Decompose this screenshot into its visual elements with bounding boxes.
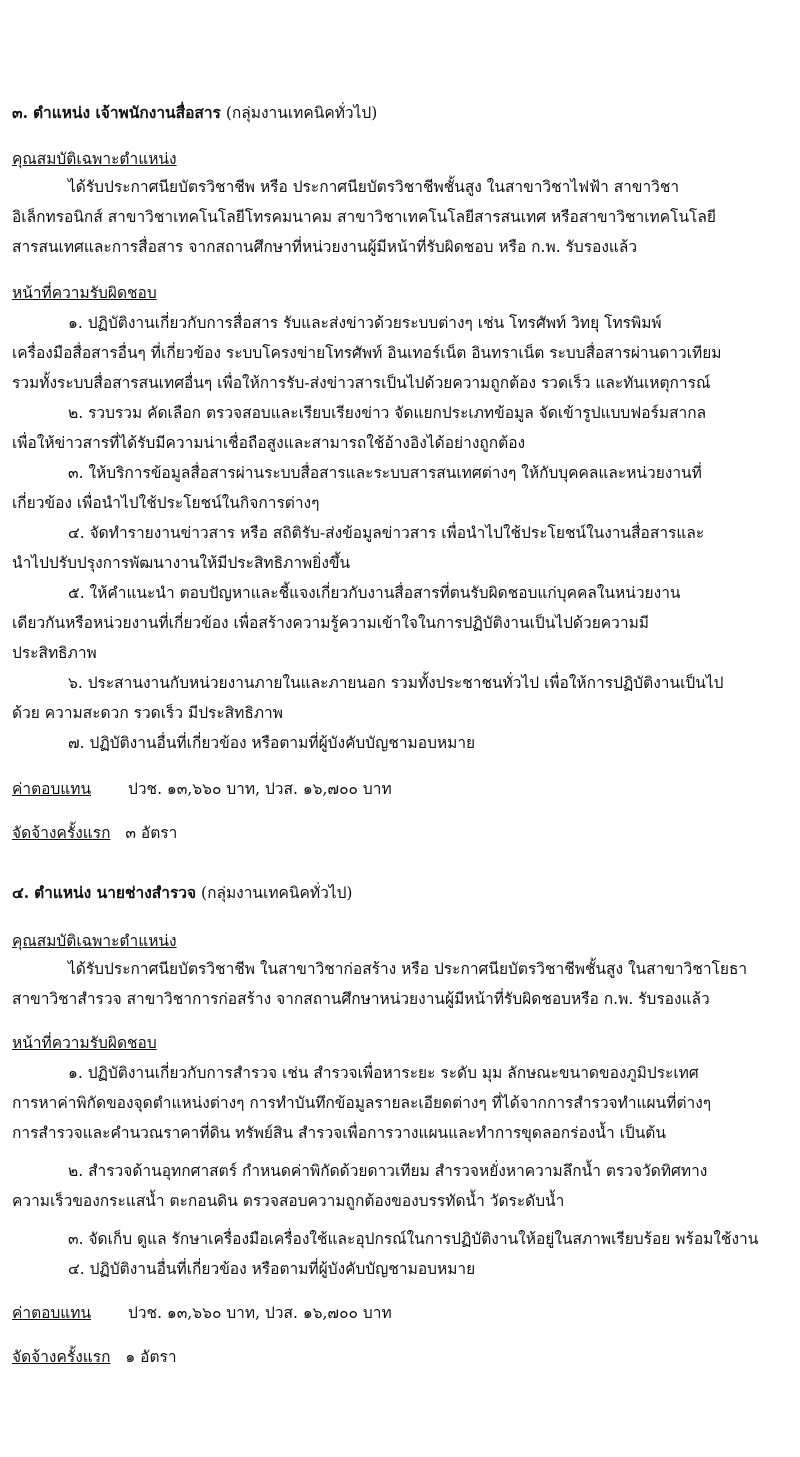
section-3-pay-row: [12, 778, 91, 800]
section-3-hire-label: จัดจ้างครั้งแรก: [12, 824, 111, 842]
section-3-duty-line: นำไปปรับปรุงการพัฒนางานให้มีประสิทธิภาพยิ่งขึ้น: [12, 554, 351, 572]
section-4-heading: [12, 882, 352, 904]
section-3-duty-line: ๖. ประสานงานกับหน่วยงานภายในและภายนอก รวมทั้งประชาชนทั่วไป เพื่อให้การปฏิบัติงานเป็นไป: [68, 674, 724, 692]
section-3-hire-value: ๓ อัตรา: [125, 824, 178, 842]
section-4-duty-line: การสำรวจและคำนวณราคาที่ดิน ทรัพย์สิน สำรวจเพื่อการวางแผนและทำการขุดลอกร่องน้ำ เป็นต้น: [12, 1124, 666, 1142]
section-3-duty-line: ๒. รวบรวม คัดเลือก ตรวจสอบและเรียบเรียงข่าว จัดแยกประเภทข้อมูล จัดเข้ารูปแบบฟอร์มสากล: [68, 404, 707, 422]
section-4-hire-label: จัดจ้างครั้งแรก: [12, 1348, 111, 1366]
section-3-duty-line: เกี่ยวข้อง เพื่อนำไปใช้ประโยชน์ในกิจการต่างๆ: [12, 494, 320, 512]
section-4-duty-line: การหาค่าพิกัดของจุดตำแหน่งต่างๆ การทำบันทึกข้อมูลรายละเอียดต่างๆ ที่ได้จากการสำรวจทำแผนที่ต่างๆ: [12, 1094, 712, 1112]
section-3-number: ๓.: [12, 103, 28, 122]
section-4-qualification-line: ได้รับประกาศนียบัตรวิชาชีพ ในสาขาวิชาก่อสร้าง หรือ ประกาศนียบัตรวิชาชีพชั้นสูง ในสาขาวิชาโยธา: [68, 960, 748, 978]
section-4-pay-label: ค่าตอบแทน: [12, 1304, 92, 1322]
section-4-duty-line: ความเร็วของกระแสน้ำ ตะกอนดิน ตรวจสอบความถูกต้องของบรรทัดน้ำ วัดระดับน้ำ: [12, 1192, 565, 1210]
section-4-duty-line: ๒. สำรวจด้านอุทกศาสตร์ กำหนดค่าพิกัดด้วยดาวเทียม สำรวจหยั่งหาความลึกน้ำ ตรวจวัดทิศทาง: [68, 1162, 708, 1180]
section-4-hire-row: [12, 1346, 177, 1368]
section-4-duties-label: หน้าที่ความรับผิดชอบ: [12, 1034, 157, 1052]
section-3-qualification-line: ได้รับประกาศนียบัตรวิชาชีพ หรือ ประกาศนียบัตรวิชาชีพชั้นสูง ในสาขาวิชาไฟฟ้า สาขาวิชา: [68, 178, 680, 196]
section-3-duties-label: หน้าที่ความรับผิดชอบ: [12, 284, 157, 302]
section-4-duty-line: ๔. ปฏิบัติงานอื่นที่เกี่ยวข้อง หรือตามที่ผู้บังคับบัญชามอบหมาย: [68, 1260, 476, 1278]
section-3-duty-line: ๑. ปฏิบัติงานเกี่ยวกับการสื่อสาร รับและส่งข่าวด้วยระบบต่างๆ เช่น โทรศัพท์ วิทยุ โทรพิมพ์: [68, 314, 662, 332]
section-4-hire-value: ๑ อัตรา: [125, 1348, 177, 1366]
section-3-qualification-label: คุณสมบัติเฉพาะตำแหน่ง: [12, 150, 177, 168]
section-4-group: (กลุ่มงานเทคนิคทั่วไป): [201, 884, 353, 902]
section-4-duty-line: ๓. จัดเก็บ ดูแล รักษาเครื่องมือเครื่องใช้และอุปกรณ์ในการปฏิบัติงานให้อยู่ในสภาพเรียบร้อย พร้อมใช้งาน: [68, 1230, 759, 1248]
section-3-pay-value: ปวช. ๑๓,๖๖๐ บาท, ปวส. ๑๖,๗๐๐ บาท: [128, 780, 392, 798]
section-3-group: (กลุ่มงานเทคนิคทั่วไป): [225, 104, 378, 122]
section-3-hire-row: [12, 822, 177, 844]
section-3-duty-line: ประสิทธิภาพ: [12, 644, 97, 662]
section-3-duty-line: เครื่องมือสื่อสารอื่นๆ ที่เกี่ยวข้อง ระบบโครงข่ายโทรศัพท์ อินเทอร์เน็ต อินทราเน็ต ระบบสื่อสารผ่านดาวเทียม: [12, 344, 722, 362]
section-4-duty-line: ๑. ปฏิบัติงานเกี่ยวกับการสำรวจ เช่น สำรวจเพื่อหาระยะ ระดับ มุม ลักษณะขนาดของภูมิประเทศ: [68, 1064, 699, 1082]
section-3-duty-line: เพื่อให้ข่าวสารที่ได้รับมีความน่าเชื่อถือสูงและสามารถใช้อ้างอิงได้อย่างถูกต้อง: [12, 434, 526, 452]
section-3-title: ตำแหน่ง เจ้าพนักงานสื่อสาร: [32, 103, 221, 122]
section-3-duty-line: ด้วย ความสะดวก รวดเร็ว มีประสิทธิภาพ: [12, 704, 283, 722]
section-3-duty-line: รวมทั้งระบบสื่อสารสนเทศอื่นๆ เพื่อให้การรับ-ส่งข่าวสารเป็นไปด้วยความถูกต้อง รวดเร็ว และทันเหตุการณ์: [12, 374, 711, 392]
section-3-duty-line: ๕. ให้คำแนะนำ ตอบปัญหาและชี้แจงเกี่ยวกับงานสื่อสารที่ตนรับผิดชอบแก่บุคคลในหน่วยงาน: [68, 584, 681, 602]
section-3-pay-label: ค่าตอบแทน: [12, 780, 92, 798]
section-3-duty-line: ๔. จัดทำรายงานข่าวสาร หรือ สถิติรับ-ส่งข้อมูลข่าวสาร เพื่อนำไปใช้ประโยชน์ในงานสื่อสารและ: [68, 524, 705, 542]
section-3-duty-line: ๗. ปฏิบัติงานอื่นที่เกี่ยวข้อง หรือตามที่ผู้บังคับบัญชามอบหมาย: [68, 734, 476, 752]
section-3-qualification-line: สารสนเทศและการสื่อสาร จากสถานศึกษาที่หน่วยงานผู้มีหน้าที่รับผิดชอบ หรือ ก.พ. รับรองแล้ว: [12, 238, 638, 256]
section-3-duty-line: เดียวกันหรือหน่วยงานที่เกี่ยวข้อง เพื่อสร้างความรู้ความเข้าใจในการปฏิบัติงานเป็นไปด้วยความมี: [12, 614, 649, 632]
section-4-pay-row: [12, 1302, 91, 1324]
section-4-qualification-label: คุณสมบัติเฉพาะตำแหน่ง: [12, 932, 177, 950]
section-4-number: ๔.: [12, 883, 30, 902]
section-3-qualification-line: อิเล็กทรอนิกส์ สาขาวิชาเทคโนโลยีโทรคมนาคม สาขาวิชาเทคโนโลยีสารสนเทศ หรือสาขาวิชาเทคโนโลยี: [12, 208, 716, 226]
section-3-duty-line: ๓. ให้บริการข้อมูลสื่อสารผ่านระบบสื่อสารและระบบสารสนเทศต่างๆ ให้กับบุคคลและหน่วยงานที่: [68, 464, 702, 482]
section-4-qualification-line: สาขาวิชาสำรวจ สาขาวิชาการก่อสร้าง จากสถานศึกษาหน่วยงานผู้มีหน้าที่รับผิดชอบหรือ ก.พ. รับรองแล้ว: [12, 990, 710, 1008]
section-4-title: ตำแหน่ง นายช่างสำรวจ: [34, 883, 197, 902]
section-4-pay-value: ปวช. ๑๓,๖๖๐ บาท, ปวส. ๑๖,๗๐๐ บาท: [128, 1304, 392, 1322]
section-3-heading: [12, 102, 377, 124]
